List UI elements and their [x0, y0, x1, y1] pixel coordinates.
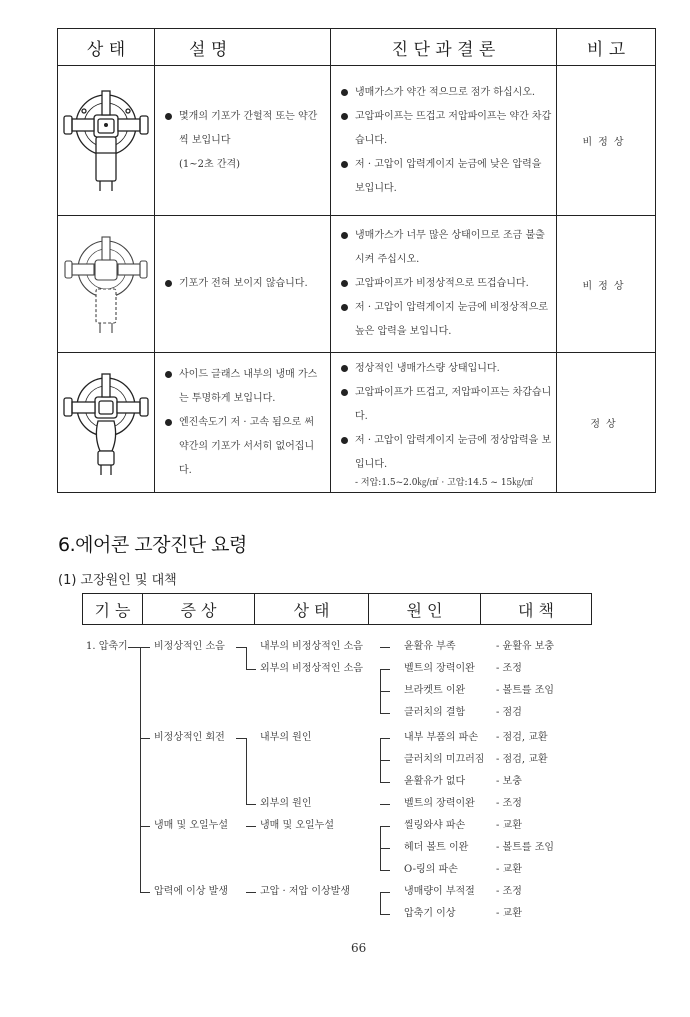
cause-item: O-링의 파손: [404, 864, 458, 875]
remedy-item: - 교환: [496, 908, 522, 919]
remedy-item: - 점검, 교환: [496, 732, 548, 743]
description-text: 몇개의 기포가 간헐적 또는 약간씩 보입니다: [179, 110, 318, 146]
table-header-row: [58, 29, 656, 66]
cause-item: 윤활유가 없다: [404, 776, 466, 787]
section-title: 6.에어콘 고장진단 요령: [58, 534, 247, 556]
sight-glass-clear-icon: [58, 229, 154, 339]
diagnosis-text: 냉매가스가 너무 많은 상태이므로 조금 불출시켜 주십시오.: [355, 230, 545, 265]
sub-title: (1) 고장원인 및 대책: [58, 573, 177, 588]
cause-item: 벨트의 장력이완: [404, 798, 475, 809]
header-diagnosis: 진 단 과 결 론: [331, 29, 557, 66]
description-cell: [155, 353, 331, 493]
sight-glass-bubbles-icon: [58, 81, 154, 201]
header-state: 상 태: [255, 594, 369, 624]
description-text: 기포가 전혀 보이지 않습니다.: [179, 278, 308, 289]
remedy-item: - 조정: [496, 798, 522, 809]
status-note: 비정상: [582, 137, 630, 148]
state-item: 외부의 비정상적인 소음: [260, 663, 363, 674]
cause-item: 클러치의 결함: [404, 707, 466, 718]
pressure-note: - 저압:1.5~2.0㎏/㎠ · 고압:14.5 ~ 15㎏/㎠: [355, 477, 534, 488]
diagnosis-text: 정상적인 냉매가스량 상태입니다.: [355, 362, 500, 374]
remedy-item: - 볼트를 조임: [496, 685, 555, 696]
header-note: 비 고: [557, 29, 656, 66]
note-cell: [557, 216, 656, 353]
symptom-item: 압력에 이상 발생: [154, 886, 228, 897]
state-item: 내부의 비정상적인 소음: [260, 641, 363, 652]
state-item: 고압 · 저압 이상발생: [260, 886, 350, 897]
symptom-item: 비정상적인 회전: [154, 732, 225, 743]
remedy-item: - 조정: [496, 886, 522, 897]
remedy-item: - 볼트를 조임: [496, 842, 555, 853]
cause-item: 압축기 이상: [404, 908, 456, 919]
description-text: (1~2초 간격): [179, 158, 241, 170]
sight-glass-table: [57, 28, 656, 493]
remedy-item: - 교환: [496, 864, 522, 875]
status-note: 비정상: [582, 280, 630, 292]
note-cell: [557, 353, 656, 493]
table-row: [58, 66, 656, 216]
symptom-item: 비정상적인 소음: [154, 641, 225, 652]
remedy-item: - 교환: [496, 820, 522, 831]
remedy-item: - 조정: [496, 663, 522, 674]
diagnosis-cell: [331, 66, 557, 216]
header-function: 기 능: [83, 594, 143, 624]
diagnosis-cell: [331, 353, 557, 493]
state-item: 내부의 원인: [260, 732, 312, 743]
header-description: 설 명: [155, 29, 331, 66]
diagnosis-text: 고압파이프는 뜨겁고 저압파이프는 약간 차갑습니다.: [355, 110, 552, 146]
remedy-item: - 보충: [496, 776, 522, 787]
diagnosis-text: 고압파이프가 비정상적으로 뜨겁습니다.: [355, 278, 529, 289]
header-cause: 원 인: [369, 594, 481, 624]
state-item: 외부의 원인: [260, 798, 312, 809]
diagnosis-text: 저 · 고압이 압력게이지 눈금에 정상압력을 보입니다.: [355, 434, 552, 470]
diagnosis-text: 저 · 고압이 압력게이지 눈금에 비정상적으로 높은 압력을 보입니다.: [355, 302, 548, 337]
cause-item: 벨트의 장력이완: [404, 663, 475, 674]
sight-glass-normal-icon: [58, 365, 154, 481]
symptom-item: 냉매 및 오일누설: [154, 820, 228, 831]
note-cell: [557, 66, 656, 216]
diagnosis-text: 저 · 고압이 압력게이지 눈금에 낮은 압력을 보입니다.: [355, 158, 542, 194]
state-item: 냉매 및 오일누설: [260, 820, 334, 831]
sight-glass-image: [58, 66, 155, 216]
page-number: 66: [351, 941, 367, 955]
table-row: [58, 216, 656, 353]
description-text: 사이드 글래스 내부의 냉매 가스는 투명하게 보입니다.: [179, 368, 318, 404]
table-row: [58, 353, 656, 493]
header-remedy: 대 책: [518, 600, 554, 620]
cause-item: 냉매량이 부적절: [404, 886, 475, 897]
sight-glass-image: [58, 216, 155, 353]
cause-item: 브라켓트 이완: [404, 685, 466, 696]
remedy-item: - 점검, 교환: [496, 754, 548, 765]
remedy-item: - 점검: [496, 707, 522, 718]
diagnosis-text: 냉매가스가 약간 적으므로 점가 하십시오.: [355, 86, 536, 98]
status-note: 정상: [590, 419, 622, 430]
description-cell: [155, 216, 331, 353]
cause-item: 윤활유 부족: [404, 641, 456, 652]
remedy-item: - 윤활유 보충: [496, 641, 555, 652]
cause-item: 클러치의 미끄러짐: [404, 754, 485, 765]
troubleshooting-header: [82, 593, 592, 625]
description-cell: [155, 66, 331, 216]
cause-item: 헤더 볼트 이완: [404, 842, 469, 853]
header-symptom: 증 상: [143, 594, 255, 624]
description-text: 엔진속도기 저 · 고속 됨으로 써 약간의 기포가 서서히 없어집니다.: [179, 416, 315, 476]
diagnosis-cell: [331, 216, 557, 353]
cause-item: 씰링와샤 파손: [404, 820, 466, 831]
function-label: 1. 압축기: [86, 641, 128, 652]
sight-glass-image: [58, 353, 155, 493]
cause-item: 내부 부품의 파손: [404, 732, 478, 743]
diagnosis-text: 고압파이프가 뜨겁고, 저압파이프는 차갑습니다.: [355, 386, 552, 422]
header-state: 상 태: [58, 29, 155, 66]
